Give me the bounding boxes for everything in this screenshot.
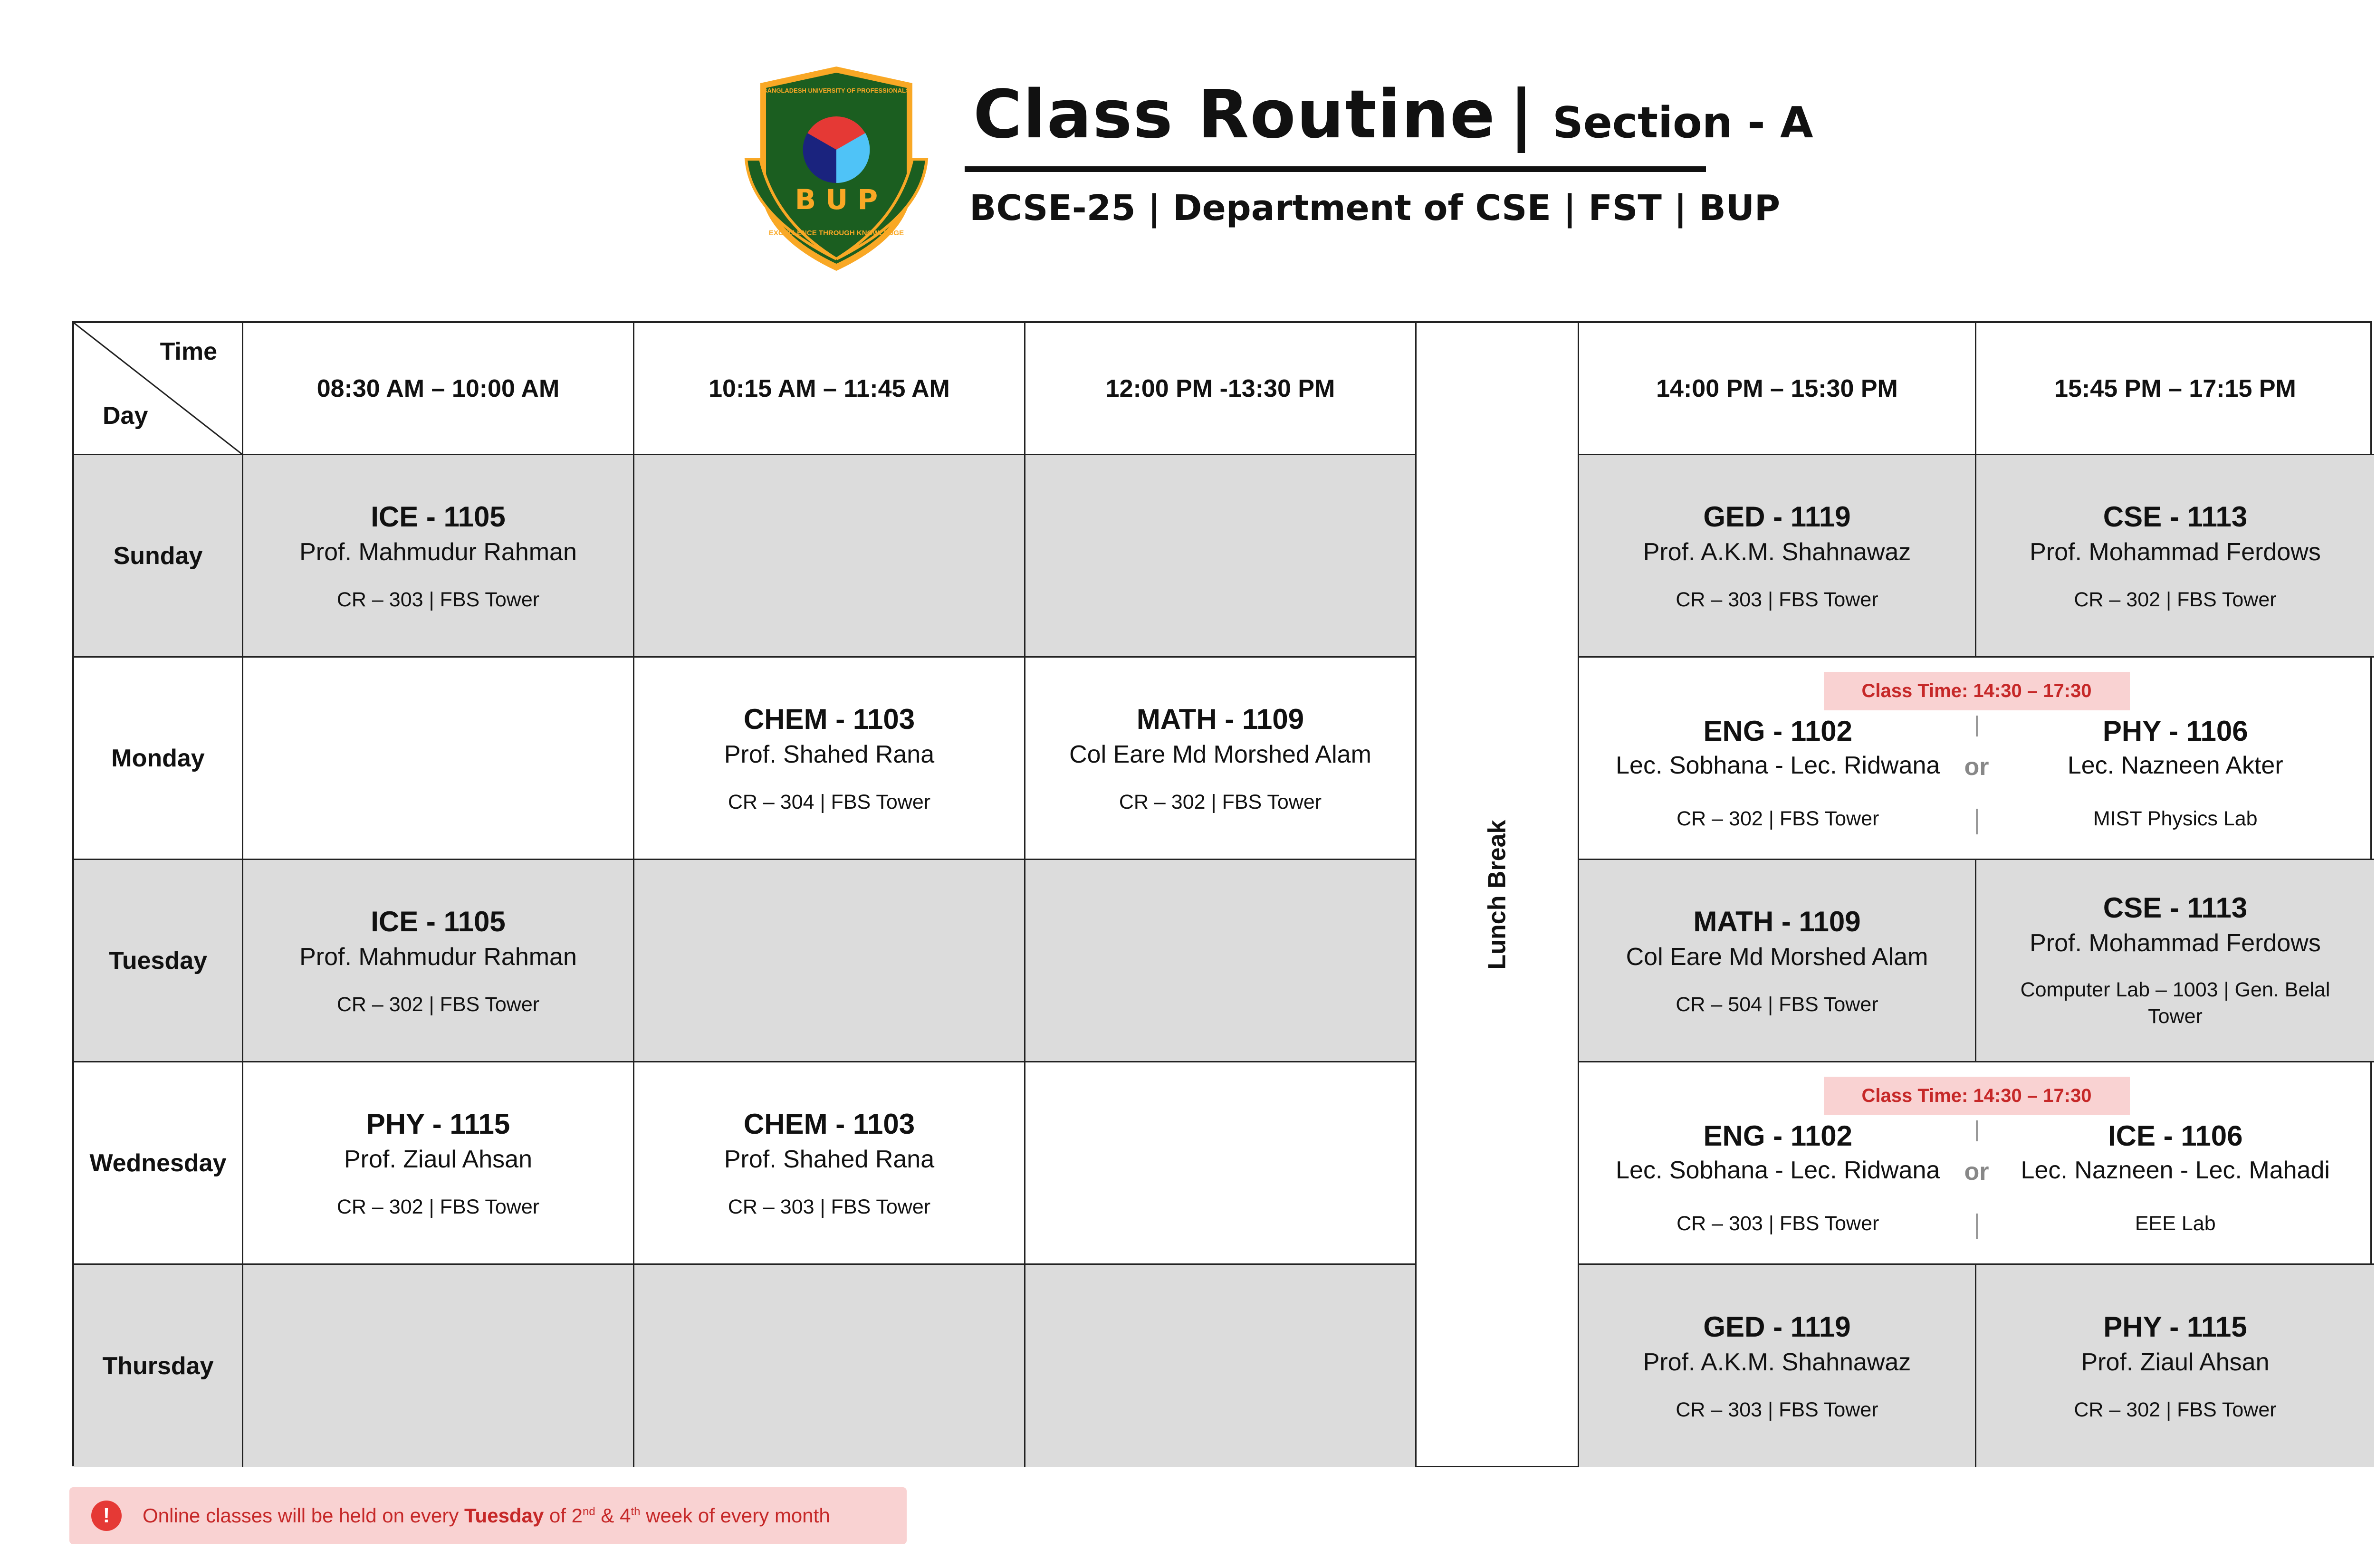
room-info: CR – 303 | FBS Tower xyxy=(728,1195,931,1218)
divider-bar xyxy=(1976,1214,1978,1239)
time-slot-1: 08:30 AM – 10:00 AM xyxy=(243,323,634,455)
teacher-name: Lec. Sobhana - Lec. Ridwana xyxy=(1616,751,1940,779)
course-code: CHEM - 1103 xyxy=(743,1108,915,1140)
class-cell xyxy=(1579,860,1976,1062)
class-time-badge: Class Time: 14:30 – 17:30 xyxy=(1823,672,2129,710)
teacher-name: Prof. Mahmudur Rahman xyxy=(299,943,577,971)
lab-cell-monday xyxy=(1579,658,2374,860)
course-code: MATH - 1109 xyxy=(1136,703,1304,735)
empty-cell xyxy=(634,1265,1025,1467)
course-code: PHY - 1115 xyxy=(2103,1311,2247,1343)
logo-motto: EXCELLENCE THROUGH KNOWLEDGE xyxy=(768,229,904,237)
corner-day-label: Day xyxy=(103,402,148,430)
routine-table xyxy=(72,321,2372,1466)
alert-icon: ! xyxy=(91,1501,122,1531)
or-label: or xyxy=(1962,1157,1992,1186)
course-code: ENG - 1102 xyxy=(1703,715,1852,747)
teacher-name: Lec. Nazneen - Lec. Mahadi xyxy=(2021,1156,2330,1184)
class-cell xyxy=(1579,455,1976,658)
teacher-name: Col Eare Md Morshed Alam xyxy=(1069,740,1371,768)
corner-diagonal xyxy=(74,323,243,455)
corner-time-label: Time xyxy=(160,338,217,365)
course-code: GED - 1119 xyxy=(1703,1311,1851,1343)
teacher-name: Prof. Ziaul Ahsan xyxy=(2081,1348,2270,1376)
class-cell xyxy=(634,1062,1025,1265)
class-cell xyxy=(1976,1265,2374,1467)
day-wednesday: Wednesday xyxy=(74,1062,243,1265)
course-code: PHY - 1106 xyxy=(2102,715,2248,747)
day-monday: Monday xyxy=(74,658,243,860)
day-sunday: Sunday xyxy=(74,455,243,658)
course-code: GED - 1119 xyxy=(1703,500,1851,533)
time-slot-5: 15:45 PM – 17:15 PM xyxy=(1976,323,2374,455)
class-time-badge: Class Time: 14:30 – 17:30 xyxy=(1823,1077,2129,1115)
bup-logo xyxy=(741,64,931,273)
empty-cell xyxy=(1025,1265,1417,1467)
course-code: ICE - 1105 xyxy=(371,905,506,937)
or-label: or xyxy=(1962,753,1992,781)
time-slot-2: 10:15 AM – 11:45 AM xyxy=(634,323,1025,455)
day-tuesday: Tuesday xyxy=(74,860,243,1062)
lunch-break-label: Lunch Break xyxy=(1483,820,1511,969)
class-cell xyxy=(243,860,634,1062)
teacher-name: Lec. Nazneen Akter xyxy=(2067,751,2283,779)
empty-cell xyxy=(634,860,1025,1062)
room-info: CR – 504 | FBS Tower xyxy=(1676,993,1878,1016)
empty-cell xyxy=(1025,455,1417,658)
lab-cell-wednesday xyxy=(1579,1062,2374,1265)
course-code: ICE - 1106 xyxy=(2108,1119,2243,1152)
room-info: CR – 303 | FBS Tower xyxy=(1676,588,1878,611)
room-info: CR – 303 | FBS Tower xyxy=(336,588,540,611)
empty-cell xyxy=(1025,1062,1417,1265)
title-underline xyxy=(965,166,1706,172)
empty-cell xyxy=(243,1265,634,1467)
room-info: CR – 302 | FBS Tower xyxy=(2074,588,2277,611)
room-info: CR – 302 | FBS Tower xyxy=(1677,807,1879,830)
teacher-name: Prof. Mahmudur Rahman xyxy=(299,538,577,566)
title-section: Section - A xyxy=(1552,98,1813,148)
room-info: CR – 302 | FBS Tower xyxy=(336,993,540,1016)
class-cell xyxy=(1025,658,1417,860)
class-cell xyxy=(243,455,634,658)
room-info: CR – 304 | FBS Tower xyxy=(728,790,931,813)
notice-day: Tuesday xyxy=(464,1504,544,1527)
logo-arc-text: BANGLADESH UNIVERSITY OF PROFESSIONALS xyxy=(763,87,910,94)
online-class-notice xyxy=(69,1487,907,1544)
corner-header xyxy=(74,323,243,455)
page-title xyxy=(973,76,1813,157)
class-cell xyxy=(243,1062,634,1265)
room-info: Computer Lab – 1003 | Gen. Belal Tower xyxy=(2020,978,2330,1028)
class-cell xyxy=(1976,455,2374,658)
course-code: PHY - 1115 xyxy=(366,1108,510,1140)
course-code: CSE - 1113 xyxy=(2103,892,2248,924)
divider-bar xyxy=(1976,716,1978,736)
room-info: CR – 302 | FBS Tower xyxy=(1119,790,1322,813)
teacher-name: Prof. Ziaul Ahsan xyxy=(344,1145,532,1173)
course-code: ENG - 1102 xyxy=(1703,1119,1852,1152)
title-separator: | xyxy=(1509,76,1533,153)
course-code: CSE - 1113 xyxy=(2103,500,2248,533)
room-info: CR – 302 | FBS Tower xyxy=(336,1195,540,1218)
class-cell xyxy=(634,658,1025,860)
notice-text: Online classes will be held on every Tuesday of 2nd & 4th week of every month xyxy=(143,1504,830,1527)
time-slot-3: 12:00 PM -13:30 PM xyxy=(1025,323,1417,455)
teacher-name: Prof. Shahed Rana xyxy=(724,740,935,768)
title-main: Class Routine xyxy=(973,76,1496,153)
course-code: CHEM - 1103 xyxy=(743,703,915,735)
room-info: CR – 303 | FBS Tower xyxy=(1677,1212,1879,1235)
class-cell xyxy=(1579,1265,1976,1467)
room-info: EEE Lab xyxy=(2135,1212,2216,1235)
empty-cell xyxy=(243,658,634,860)
teacher-name: Prof. A.K.M. Shahnawaz xyxy=(1643,538,1911,566)
room-info: CR – 302 | FBS Tower xyxy=(2074,1398,2277,1421)
course-code: MATH - 1109 xyxy=(1693,905,1861,937)
teacher-name: Col Eare Md Morshed Alam xyxy=(1626,943,1928,971)
empty-cell xyxy=(634,455,1025,658)
lunch-break-column xyxy=(1417,323,1579,1467)
empty-cell xyxy=(1025,860,1417,1062)
teacher-name: Prof. Mohammad Ferdows xyxy=(2030,538,2321,566)
teacher-name: Lec. Sobhana - Lec. Ridwana xyxy=(1616,1156,1940,1184)
logo-letters: B U P xyxy=(795,183,878,216)
divider-bar xyxy=(1976,1120,1978,1141)
room-info: CR – 303 | FBS Tower xyxy=(1676,1398,1878,1421)
day-thursday: Thursday xyxy=(74,1265,243,1467)
teacher-name: Prof. A.K.M. Shahnawaz xyxy=(1643,1348,1911,1376)
teacher-name: Prof. Shahed Rana xyxy=(724,1145,935,1173)
divider-bar xyxy=(1976,809,1978,834)
room-info: MIST Physics Lab xyxy=(2093,807,2258,830)
teacher-name: Prof. Mohammad Ferdows xyxy=(2030,929,2321,957)
time-slot-4: 14:00 PM – 15:30 PM xyxy=(1579,323,1976,455)
page-subtitle: BCSE-25 | Department of CSE | FST | BUP xyxy=(969,188,1781,229)
class-cell xyxy=(1976,860,2374,1062)
course-code: ICE - 1105 xyxy=(371,500,506,533)
